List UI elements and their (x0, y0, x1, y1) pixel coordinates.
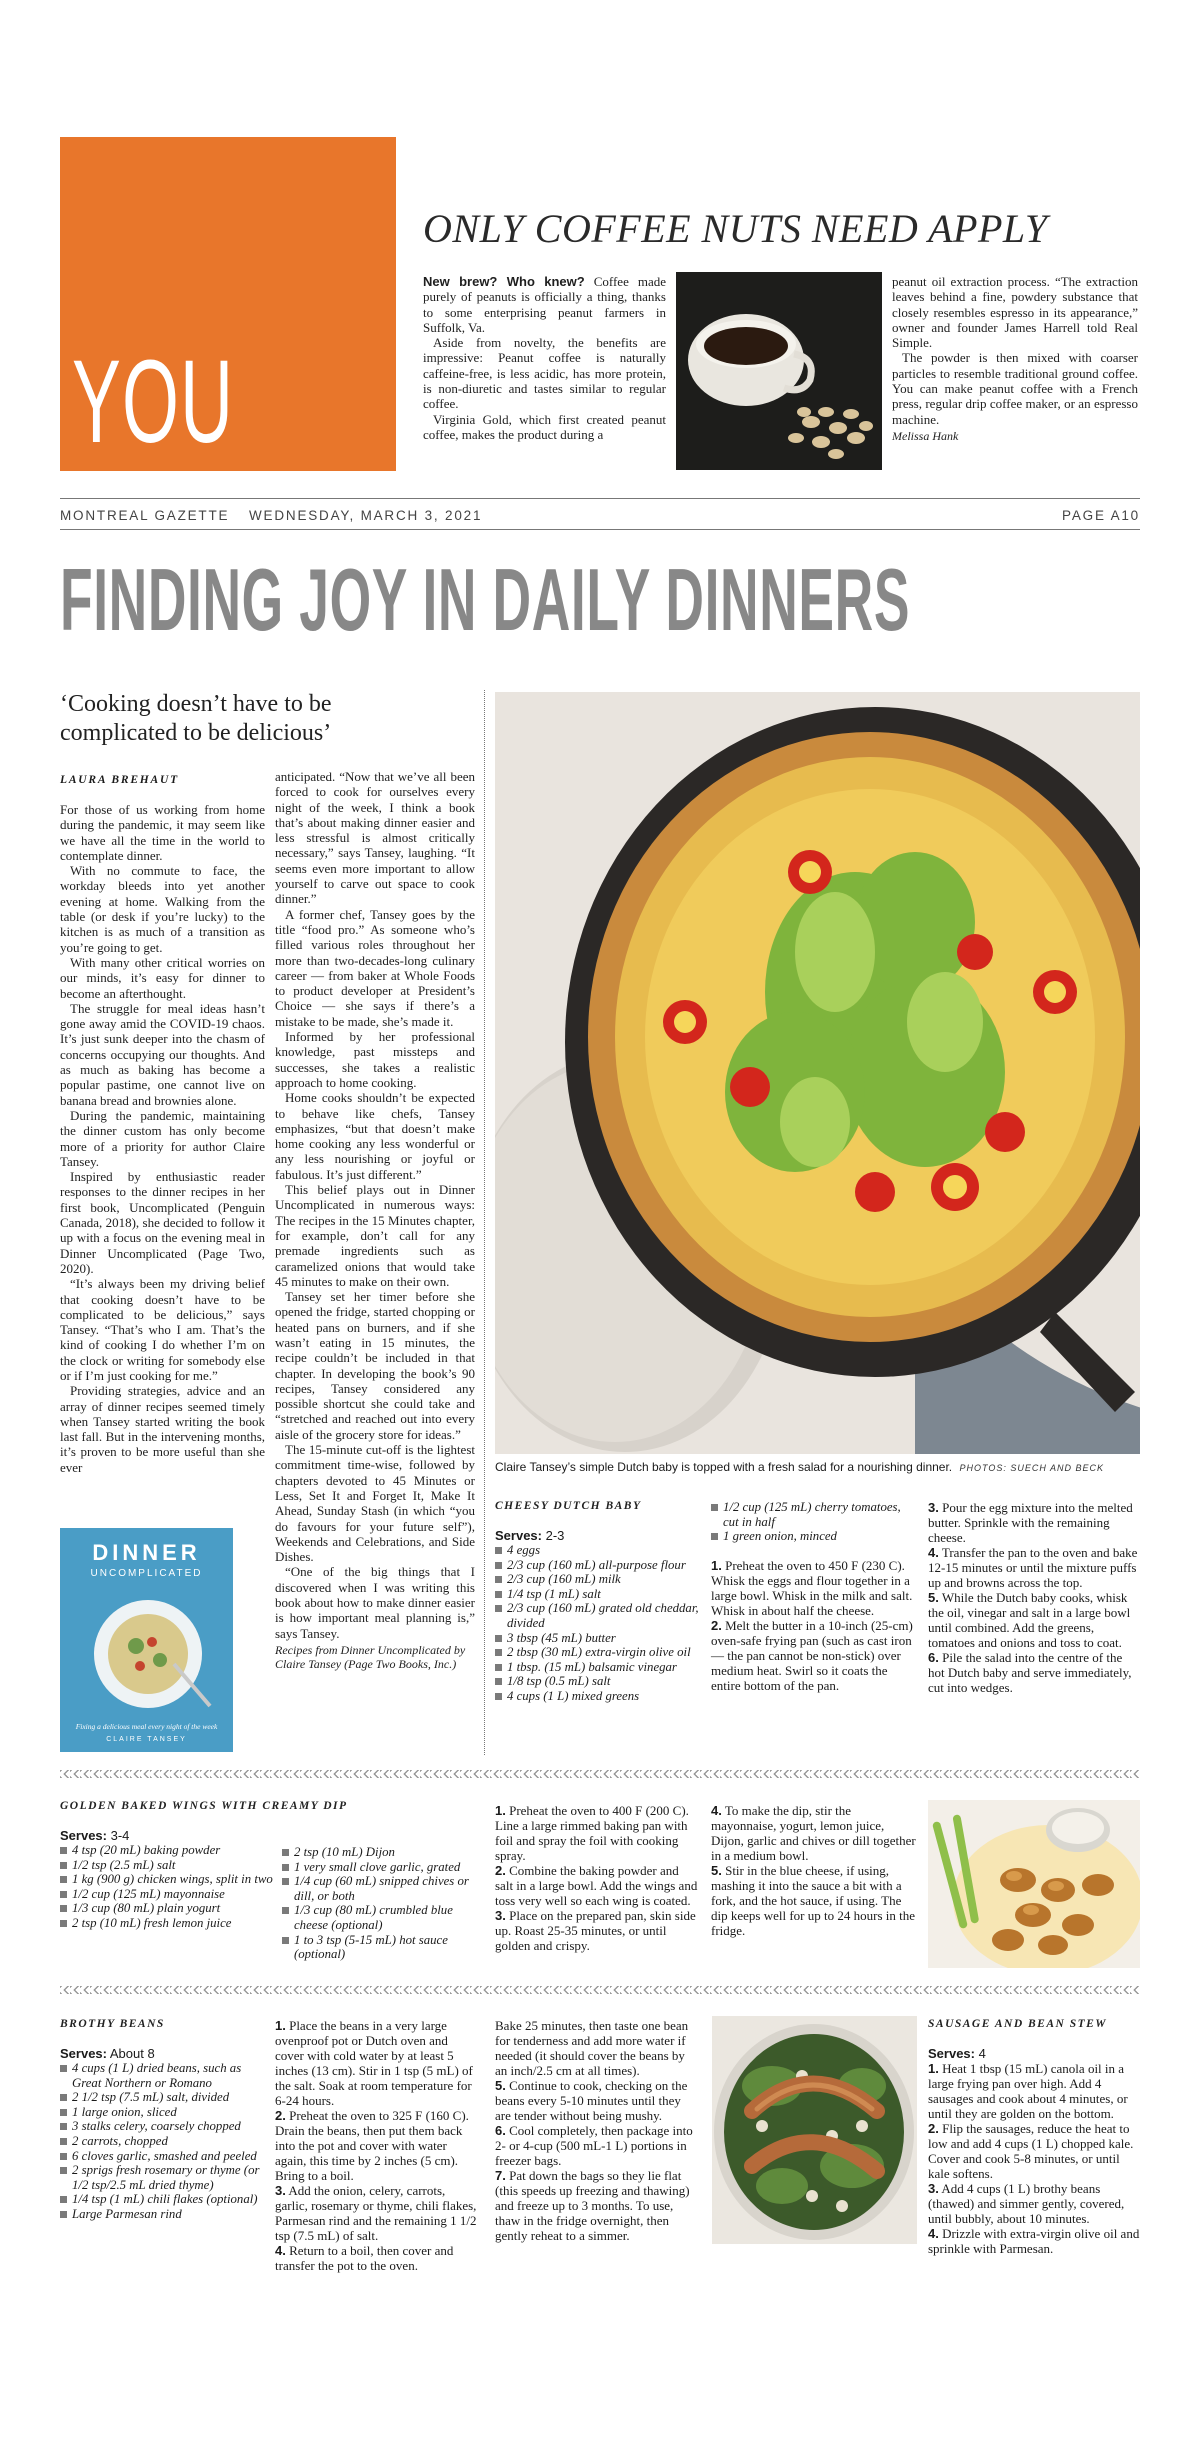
article-paragraph: Tansey set her timer before she opened the fridge, started chopping or heated pans on burners, and if she wasn’t eating in 15 minutes, the recipe couldn’t be included in that chapter. In developing the book’s 90 recipes, Tansey considered any possible shortcut she could take and “stretched and reached out into every aisle of the grocery store for ideas.” (275, 1289, 475, 1442)
ingredient: 1/4 cup (60 mL) snipped chives or dill, or both (282, 1874, 482, 1903)
recipe-serves: Serves: About 8 (60, 2046, 155, 2061)
recipe-step: Bake 25 minutes, then taste one bean for tenderness and add more water if needed (it should cover the beans by an inch/2.5 cm at all times). (495, 2018, 689, 2078)
recipe-wings-col3 (495, 1803, 700, 1953)
recipe-steps (711, 1558, 916, 1693)
recipe-step: 3. Pour the egg mixture into the melted butter. Sprinkle with the remaining cheese. (928, 1500, 1133, 1545)
recipe-dutch-baby-col2 (711, 1500, 916, 1693)
coffee-cup-and-peanuts-image (676, 272, 882, 470)
recipe-step: 2. Preheat the oven to 325 F (160 C). Drain the beans, then put them back into the pot and cover with water again, this time by 2 inches (5 cm). Bring to a boil. (275, 2108, 469, 2183)
recipe-beans-col2 (275, 2018, 480, 2273)
brief-col-1 (423, 274, 666, 442)
recipe-step: 4. Return to a boil, then cover and transfer the pot to the oven. (275, 2243, 454, 2273)
article-paragraph: With no commute to face, the workday bleeds into yet another evening at home. Walking from the table (or desk if you’re lucky) to the kitchen is as much of a transition as you’re going to get. (60, 863, 265, 955)
photo-credit: PHOTOS: SUECH AND BECK (959, 1463, 1105, 1473)
recipe-step: 1. Preheat the oven to 450 F (230 C). Whisk the eggs and flour together in a large bowl. Whisk in the milk and salt. Whisk in about half the cheese. (711, 1557, 913, 1618)
recipe-dutch-baby-col3 (928, 1500, 1140, 1695)
book-tagline: Fixing a delicious meal every night of the week (75, 1722, 218, 1731)
recipe-beans-col1 (60, 2018, 265, 2222)
recipe-step: 7. Pat down the bags so they lie flat (this speeds up freezing and thawing) and freeze up to 3 months. To use, thaw in the fridge overnight, then gently reheat to a simmer. (495, 2168, 690, 2243)
book-author: CLAIRE TANSEY (106, 1736, 187, 1743)
recipe-title: BROTHY BEANS (60, 2018, 165, 2030)
wings-photo (928, 1800, 1140, 1968)
brief-paragraph: Aside from novelty, the benefits are impressive: Peanut coffee is naturally caffeine-free, is less acidic, has more protein, is non-diuretic and tastes similar to regular coffee. (423, 335, 666, 412)
brief-paragraph: New brew? Who knew? Coffee made purely of peanuts is officially a thing, thanks to some enterprising peanut farmers in Suffolk, Va. (423, 274, 666, 335)
recipe-step: 3. Add the onion, celery, carrots, garlic, rosemary or thyme, chili flakes, Parmesan rind and the remaining 1 1/2 tsp (7.5 mL) of salt. (275, 2183, 477, 2243)
ingredient: 4 tsp (20 mL) baking powder (60, 1843, 275, 1858)
brief-headline: ONLY COFFEE NUTS NEED APPLY (423, 206, 1048, 251)
article-paragraph: This belief plays out in Dinner Uncomplicated in numerous ways: The recipes in the 15 Minutes chapter, for example, don’t call for any premade ingredients such as caramelized onions that would take 45 minutes to make on their own. (275, 1182, 475, 1289)
ingredient: 6 cloves garlic, smashed and peeled (60, 2149, 265, 2164)
recipe-credit: Recipes from Dinner Uncomplicated by Claire Tansey (Page Two Books, Inc.) (275, 1642, 466, 1671)
sausage-bean-stew-image (712, 2016, 917, 2244)
ingredient: 2 tbsp (30 mL) extra-virgin olive oil (495, 1645, 700, 1660)
folio-paper: MONTREAL GAZETTE (60, 508, 230, 523)
pasta-bowl-illustration (78, 1594, 218, 1714)
recipe-step: 3. Place on the prepared pan, skin side up. Roast 25-35 minutes, or until golden and crispy. (495, 1908, 696, 1953)
folio-rule-bottom (60, 529, 1140, 530)
recipe-step: 1. Preheat the oven to 400 F (200 C). Line a large rimmed baking pan with foil and spray the foil with cooking spray. (495, 1803, 689, 1863)
recipe-serves: Serves: 4 (928, 2046, 986, 2061)
folio-date: WEDNESDAY, MARCH 3, 2021 (249, 508, 483, 523)
ingredient: 1/2 tsp (2.5 mL) salt (60, 1858, 275, 1873)
ingredient: 1/4 tsp (1 mL) salt (495, 1587, 700, 1602)
recipe-title: SAUSAGE AND BEAN STEW (928, 2018, 1108, 2030)
recipe-step: 5. While the Dutch baby cooks, whisk the oil, vinegar and salt in a large bowl until combined. Add the greens, tomatoes and onions and toss to coat. (928, 1590, 1131, 1650)
section-separator (60, 1770, 1140, 1778)
ingredient: 1/2 cup (125 mL) cherry tomatoes, cut in half (711, 1500, 916, 1529)
article-paragraph: Inspired by enthusiastic reader responses to the dinner recipes in her first book, Uncomplicated (Penguin Canada, 2018), she decided to follow it up with a focus on the evening meal in Dinner Uncomplicated (Page Two, 2020). (60, 1169, 265, 1276)
brief-paragraph: Virginia Gold, which first created peanut coffee, makes the product during a (423, 411, 666, 442)
recipe-steps (928, 2061, 1140, 2256)
ingredient-list (495, 1543, 700, 1704)
stew-photo (712, 2016, 917, 2244)
recipe-beans-col3 (495, 2018, 695, 2243)
ingredient: Large Parmesan rind (60, 2207, 265, 2222)
recipe-step: 6. Cool completely, then package into 2- or 4-cup (500 mL-1 L) portions in freezer bags. (495, 2123, 693, 2168)
folio-page: PAGE A10 (1062, 508, 1140, 523)
article-col-2 (275, 769, 475, 1671)
recipe-title: CHEESY DUTCH BABY (495, 1500, 642, 1512)
ingredient: 1/3 cup (80 mL) plain yogurt (60, 1901, 275, 1916)
article-deck: ‘Cooking doesn’t have to be complicated to be delicious’ (60, 691, 332, 746)
recipe-step: 4. To make the dip, stir the mayonnaise, yogurt, lemon juice, Dijon, garlic and chives or dill together in a medium bowl. (711, 1803, 916, 1863)
ingredient: 2/3 cup (160 mL) grated old cheddar, divided (495, 1601, 700, 1630)
article-col-1 (60, 802, 265, 1475)
ingredient-list (711, 1500, 916, 1544)
ingredient: 4 eggs (495, 1543, 700, 1558)
recipe-dutch-baby-col1 (495, 1500, 700, 1704)
ingredient-list (60, 2061, 265, 2222)
ingredient: 1 large onion, sliced (60, 2105, 265, 2120)
recipe-step: 2. Combine the baking powder and salt in a large bowl. Add the wings and toss very well so each wing is coated. (495, 1863, 698, 1908)
recipe-title: GOLDEN BAKED WINGS WITH CREAMY DIP (60, 1800, 348, 1812)
brief-byline: Melissa Hank (892, 428, 959, 443)
book-cover (60, 1528, 233, 1752)
ingredient: 3 tbsp (45 mL) butter (495, 1631, 700, 1646)
dutch-baby-photo (495, 692, 1140, 1454)
article-paragraph: With many other critical worries on our minds, it’s easy for dinner to become an afterthought. (60, 954, 265, 1001)
ingredient: 1 tbsp. (15 mL) balsamic vinegar (495, 1660, 700, 1675)
brief-paragraph: The powder is then mixed with coarser particles to resemble traditional ground coffee. You can make peanut coffee with a French press, regular drip coffee maker, or an espresso machine. (892, 350, 1138, 427)
chicken-wings-image (928, 1800, 1140, 1968)
article-byline: LAURA BREHAUT (60, 774, 179, 786)
recipe-step: 5. Continue to cook, checking on the beans every 5-10 minutes until they are tender without being mushy. (495, 2078, 688, 2123)
article-paragraph: “It’s always been my driving belief that cooking doesn’t have to be complicated to be delicious,” says Tansey. “That’s who I am. That’s the kind of cooking I do whether I’m on the clock or writing for somebody else or if I’m just cooking for me.” (60, 1276, 265, 1383)
recipe-stew (928, 2018, 1140, 2256)
recipe-wings-col2 (282, 1845, 482, 1962)
article-paragraph: During the pandemic, maintaining the dinner custom has only become more of a priority for author Claire Tansey. (60, 1107, 265, 1169)
article-paragraph: The struggle for meal ideas hasn’t gone away amid the COVID-19 chaos. It’s just sunk deeper into the chasm of concerns occupying our thoughts. And as much as baking has become a popular pastime, one cannot live on banana bread and brownies alone. (60, 1000, 265, 1108)
recipe-step: 5. Stir in the blue cheese, if using, mashing it into the sauce a bit with a fork, and the hot sauce, if using. The dip keeps well for up to 24 hours in the fridge. (711, 1863, 915, 1938)
recipe-step: 2. Flip the sausages, reduce the heat to low and add 4 cups (1 L) chopped kale. Cover and cook 5-8 minutes, or until kale softens. (928, 2121, 1134, 2181)
photo-caption: Claire Tansey’s simple Dutch baby is topped with a fresh salad for a nourishing dinner. PHOTOS: SUECH AND BECK (495, 1460, 1105, 1474)
recipe-serves: Serves: 2-3 (495, 1528, 565, 1543)
article-paragraph: A former chef, Tansey goes by the title “food pro.” As someone who’s filled various roles throughout her more than two-decades-long culinary career — from baker at Whole Foods to product developer at President’s Choice — she says if there’s a mistake to be made, she’s made it. (275, 906, 475, 1029)
ingredient: 1/2 cup (125 mL) mayonnaise (60, 1887, 275, 1902)
book-title: DINNER (92, 1540, 201, 1565)
article-headline: FINDING JOY IN DAILY DINNERS (60, 550, 911, 649)
ingredient-list (282, 1845, 482, 1962)
brief-paragraph: peanut oil extraction process. “The extraction leaves behind a fine, powdery substance that closely resembles espresso in its appearance,” owner and founder James Harrell told Real Simple. (892, 274, 1138, 351)
article-paragraph: Home cooks shouldn’t be expected to behave like chefs, Tansey emphasizes, “but that doesn’t make home cooking any less wonderful or any less nourishing or joyful or fabulous. It’s just different.” (275, 1090, 475, 1182)
article-paragraph: For those of us working from home during the pandemic, it may seem like we have all the time in the world to contemplate dinner. (60, 802, 265, 863)
ingredient: 1 very small clove garlic, grated (282, 1860, 482, 1875)
recipe-step: 4. Transfer the pan to the oven and bake 12-15 minutes or until the mixture puffs up and browns across the top. (928, 1545, 1138, 1590)
recipe-step: 4. Drizzle with extra-virgin olive oil and sprinkle with Parmesan. (928, 2226, 1140, 2256)
ingredient: 3 stalks celery, coarsely chopped (60, 2119, 265, 2134)
ingredient-list (60, 1843, 275, 1931)
ingredient: 1 green onion, minced (711, 1529, 916, 1544)
column-divider (484, 690, 485, 1755)
article-paragraph: Informed by her professional knowledge, past missteps and successes, she takes a realistic approach to home cooking. (275, 1029, 475, 1090)
section-flag (60, 137, 396, 471)
section-separator (60, 1986, 1140, 1994)
ingredient: 2/3 cup (160 mL) milk (495, 1572, 700, 1587)
ingredient: 1 to 3 tsp (5-15 mL) hot sauce (optional) (282, 1933, 482, 1962)
recipe-step: 1. Heat 1 tbsp (15 mL) canola oil in a large frying pan over high. Add 4 sausages and cook about 4 minutes, or until they are golden on the bottom. (928, 2061, 1128, 2121)
ingredient: 2 carrots, chopped (60, 2134, 265, 2149)
ingredient: 1 kg (900 g) chicken wings, split in two (60, 1872, 275, 1887)
ingredient: 1/4 tsp (1 mL) chili flakes (optional) (60, 2192, 265, 2207)
coffee-photo (676, 272, 882, 470)
ingredient: 2 tsp (10 mL) Dijon (282, 1845, 482, 1860)
ingredient: 2 1/2 tsp (7.5 mL) salt, divided (60, 2090, 265, 2105)
article-paragraph: anticipated. “Now that we’ve all been forced to cook for ourselves every night of the week, I think a book that’s about making dinner easier and less stressful is almost critically necessary,” says Tansey, laughing. “It seems even more important to allow yourself to carve out space to cook dinner.” (275, 769, 475, 907)
folio-rule-top (60, 498, 1140, 499)
article-paragraph: Providing strategies, advice and an array of dinner recipes seemed timely when Tansey started writing the book last fall. But in the intervening months, it’s proven to be more useful than she ever (60, 1383, 265, 1475)
section-name: YOU (72, 336, 235, 468)
ingredient: 1/3 cup (80 mL) crumbled blue cheese (optional) (282, 1903, 482, 1932)
dutch-baby-skillet-image (495, 692, 1140, 1454)
recipe-serves: Serves: 3-4 (60, 1828, 130, 1843)
book-subtitle: UNCOMPLICATED (90, 1568, 203, 1579)
ingredient: 1/8 tsp (0.5 mL) salt (495, 1674, 700, 1689)
ingredient: 4 cups (1 L) mixed greens (495, 1689, 700, 1704)
recipe-step: 2. Melt the butter in a 10-inch (25-cm) oven-safe frying pan (such as cast iron — the pan cannot be non-stick) over medium heat. Swirl so it coats the entire bottom of the pan. (711, 1617, 913, 1693)
recipe-step: 3. Add 4 cups (1 L) brothy beans (thawed) and simmer gently, covered, until bubbly, about 10 minutes. (928, 2181, 1125, 2226)
ingredient: 4 cups (1 L) dried beans, such as Great Northern or Romano (60, 2061, 265, 2090)
ingredient: 2/3 cup (160 mL) all-purpose flour (495, 1558, 700, 1573)
brief-col-2 (892, 274, 1138, 444)
article-paragraph: “One of the big things that I discovered when I was writing this book about how to make dinner easier is how important meal planning is,” says Tansey. (275, 1564, 475, 1641)
ingredient: 2 sprigs fresh rosemary or thyme (or 1/2 tsp/2.5 mL dried thyme) (60, 2163, 265, 2192)
recipe-step: 1. Place the beans in a very large ovenproof pot or Dutch oven and cover with cold water by at least 5 inches (13 cm). Stir in 1 tsp (5 mL) of the salt. Soak at room temperature for 6-24 hours. (275, 2018, 473, 2108)
recipe-wings-col4 (711, 1803, 916, 1938)
recipe-step: 6. Pile the salad into the centre of the hot Dutch baby and serve immediately, cut into wedges. (928, 1650, 1132, 1695)
ingredient: 2 tsp (10 mL) fresh lemon juice (60, 1916, 275, 1931)
article-paragraph: The 15-minute cut-off is the lightest commitment time-wise, followed by chapters devoted to 45 Minutes or Less, Set It and Forget It, Make It Ahead, Sunday Stash (in which “you do favours for your future self”), Weekends and Celebrations, and Side Dishes. (275, 1442, 475, 1565)
